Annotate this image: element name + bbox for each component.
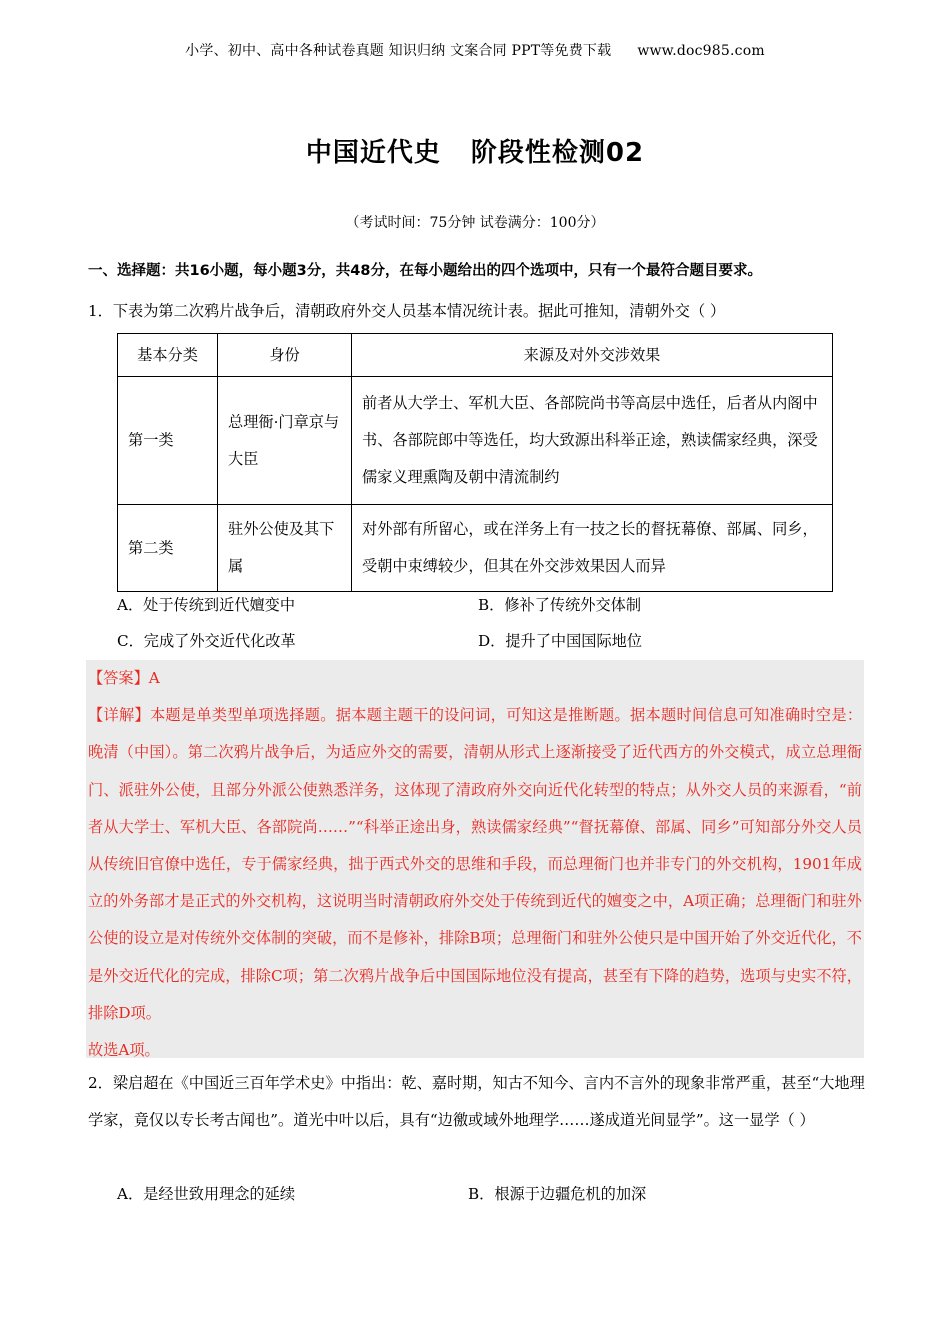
table-header-identity: 身份 — [218, 334, 352, 377]
table-cell-source: 对外部有所留心，或在洋务上有一技之长的督抚幕僚、部属、同乡，受朝中束缚较少，但其在外交涉效果因人而异 — [352, 505, 833, 592]
title-part1: 中国近代史 — [305, 138, 441, 168]
question-1-option-b[interactable]: B．修补了传统外交体制 — [478, 596, 642, 614]
answer-label: 【答案】A — [88, 669, 160, 687]
question-2-option-a[interactable]: A．是经世致用理念的延续 — [117, 1185, 296, 1203]
table-row — [118, 377, 833, 505]
table-cell-identity: 驻外公使及其下属 — [218, 505, 352, 592]
question-1-table — [117, 333, 833, 592]
answer-conclusion: 故选A项。 — [88, 1041, 160, 1060]
header-site-link[interactable]: www.doc985.com — [637, 43, 765, 59]
page-header — [0, 40, 950, 60]
table-row — [118, 505, 833, 592]
table-header-source: 来源及对外交涉效果 — [352, 334, 833, 377]
table-header-category: 基本分类 — [118, 334, 218, 377]
table-cell-source: 前者从大学士、军机大臣、各部院尚书等高层中选任，后者从内阁中书、各部院郎中等选任，均大致源出科举正途，熟读儒家经典，深受儒家义理熏陶及朝中清流制约 — [352, 377, 833, 505]
table-cell-identity: 总理衙·门章京与大臣 — [218, 377, 352, 505]
question-2-stem: 2．梁启超在《中国近三百年学术史》中指出：乾、嘉时期，知古不知今、言内不言外的现象非常严重，甚至“大地理学家，竟仅以专长考古闻也”。道光中叶以后，具有“边徼或域外地理学……遂成道光间显学”。这一显学（ ） — [88, 1074, 865, 1129]
page-title — [0, 132, 950, 169]
title-part2: 阶段性检测02 — [470, 138, 645, 168]
answer-text — [88, 660, 862, 1069]
question-1-option-c[interactable]: C．完成了外交近代化改革 — [117, 632, 296, 650]
table-cell-category: 第二类 — [118, 505, 218, 592]
header-text: 小学、初中、高中各种试卷真题 知识归纳 文案合同 PPT等免费下载 — [185, 43, 612, 59]
question-1-option-a[interactable]: A．处于传统到近代嬗变中 — [117, 596, 296, 614]
table-cell-category: 第一类 — [118, 377, 218, 505]
section-heading: 一、选择题：共16小题，每小题3分，共48分，在每小题给出的四个选项中，只有一个最符合题目要求。 — [88, 263, 762, 279]
table-header-row — [118, 334, 833, 377]
exam-info: （考试时间：75分钟 试卷满分：100分） — [345, 215, 605, 231]
answer-detail: 【详解】本题是单类型单项选择题。据本题主题干的设问词，可知这是推断题。据本题时间信息可知准确时空是：晚清（中国）。第二次鸦片战争后，为适应外交的需要，清朝从形式上逐渐接受了近代西方的外交模式，成立总理衙门、派驻外公使，且部分外派公使熟悉洋务，这体现了清政府外交向近代化转型的特点；从外交人员的来源看，“前者从大学士、军机大臣、各部院尚……”“科举正途出身，熟读儒家经典”“督抚幕僚、部属、同乡”可知部分外交人员从传统旧官僚中选任，专于儒家经典，拙于西式外交的思维和手段，而总理衙门也并非专门的外交机构，1901年成立的外务部才是正式的外交机构，这说明当时清朝政府外交处于传统到近代的嬗变之中，A项正确；总理衙门和驻外公使的设立是对传统外交体制的突破，而不是修补，排除B项；总理衙门和驻外公使只是中国开始了外交近代化，不是外交近代化的完成，排除C项；第二次鸦片战争后中国国际地位没有提高，甚至有下降的趋势，选项与史实不符，排除D项。 — [88, 706, 862, 1022]
question-2-option-b[interactable]: B．根源于边疆危机的加深 — [468, 1185, 647, 1203]
question-1-stem: 1．下表为第二次鸦片战争后，清朝政府外交人员基本情况统计表。据此可推知，清朝外交（ ） — [88, 302, 726, 320]
question-1-option-d[interactable]: D．提升了中国国际地位 — [478, 632, 643, 650]
